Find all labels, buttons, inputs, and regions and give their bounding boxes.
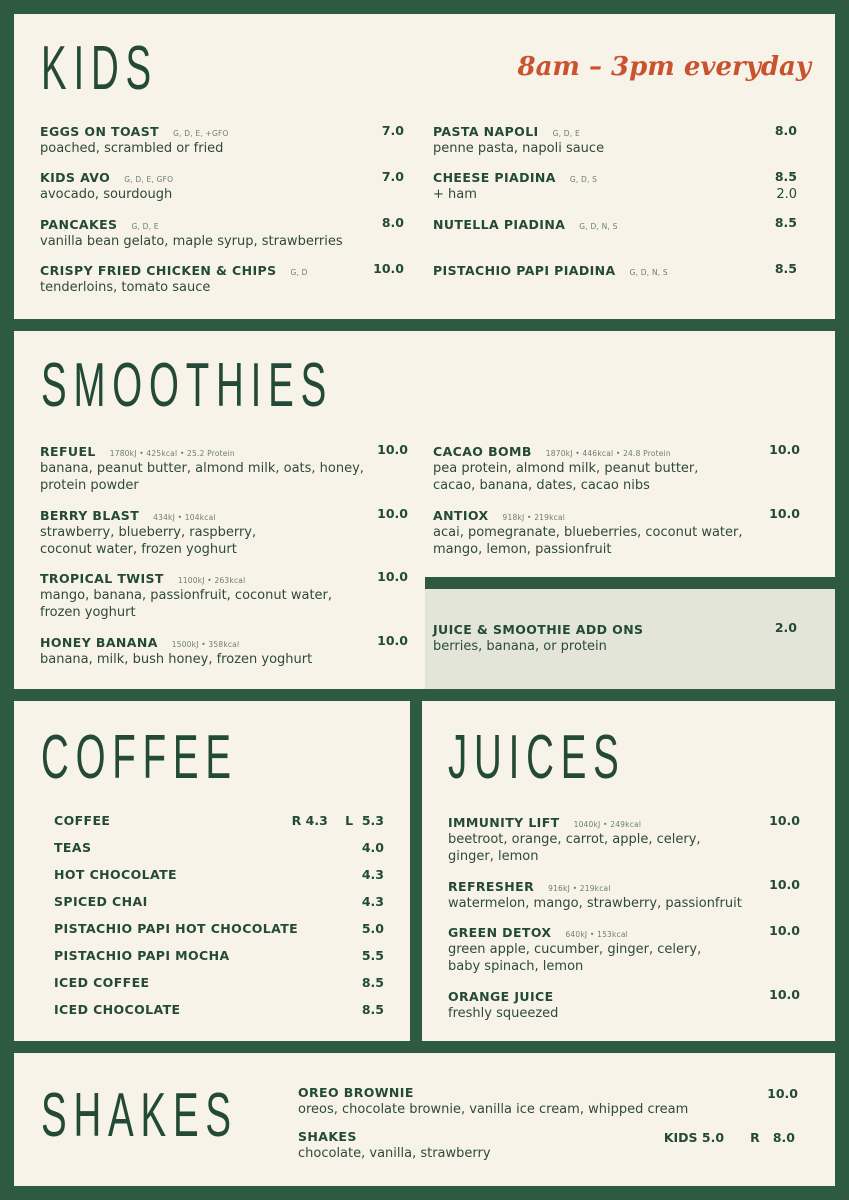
- item-price: R 4.3 L 5.3: [291, 813, 384, 828]
- item-name: CACAO BOMB: [433, 444, 532, 459]
- item-price-main: 8.5: [774, 169, 797, 184]
- menu-item: [40, 170, 385, 203]
- item-tag: 640kJ • 153kcal: [565, 930, 628, 939]
- item-price: 8.5: [361, 975, 384, 990]
- item-desc: mango, banana, passionfruit, coconut water, frozen yoghurt: [40, 588, 333, 620]
- item-name: COFFEE: [54, 813, 111, 828]
- menu-item: [40, 508, 370, 558]
- item-price-extra: 2.0: [776, 187, 797, 202]
- shakes-heading: SHAKES: [41, 1081, 238, 1150]
- menu-item: [433, 622, 733, 655]
- item-tag: 918kJ • 219kcal: [502, 513, 566, 522]
- item-price: 5.0: [361, 921, 384, 936]
- item-price: 10.0: [769, 506, 800, 521]
- juices-heading: JUICES: [448, 723, 626, 792]
- item-desc: acai, pomegranate, blueberries, coconut water, mango, lemon, passionfruit: [433, 525, 743, 557]
- item-name: NUTELLA PIADINA: [433, 217, 566, 232]
- item-price: 7.0: [381, 169, 404, 184]
- item-name: HONEY BANANA: [40, 635, 158, 650]
- item-price: 10.0: [769, 923, 800, 938]
- item-name: CRISPY FRIED CHICKEN & CHIPS: [40, 263, 277, 278]
- item-name: REFUEL: [40, 444, 96, 459]
- hours-text: 8am – 3pm everyday: [517, 52, 811, 82]
- item-tag: G, D, E, GFO: [124, 175, 174, 184]
- item-tag: G, D, E: [552, 129, 580, 138]
- item-price: 10.0: [377, 633, 408, 648]
- item-price: 8.5: [774, 215, 797, 230]
- item-desc: avocado, sourdough: [40, 187, 173, 202]
- menu-item: [40, 571, 370, 621]
- item-tag: G, D, S: [569, 175, 598, 184]
- item-desc: tenderloins, tomato sauce: [40, 280, 211, 295]
- item-price: 4.3: [361, 867, 384, 882]
- item-desc: chocolate, vanilla, strawberry: [298, 1146, 491, 1161]
- item-desc: watermelon, mango, strawberry, passionfruit: [448, 896, 742, 911]
- item-price: 8.5: [774, 261, 797, 276]
- menu-item: [448, 879, 788, 912]
- item-desc: vanilla bean gelato, maple syrup, strawberries: [40, 234, 343, 249]
- item-tag: G, D, E, +GFO: [173, 129, 229, 138]
- item-name: OREO BROWNIE: [298, 1085, 414, 1100]
- item-price: 10.0: [377, 442, 408, 457]
- menu-item: [433, 124, 763, 157]
- menu-item: [40, 217, 385, 250]
- kids-panel: [14, 14, 835, 319]
- coffee-heading: COFFEE: [41, 723, 238, 792]
- item-name: TEAS: [54, 840, 92, 855]
- menu-item: [40, 635, 370, 668]
- menu-item: [433, 444, 763, 494]
- item-desc: banana, milk, bush honey, frozen yoghurt: [40, 652, 313, 667]
- addon-box: [425, 589, 835, 689]
- item-desc: penne pasta, napoli sauce: [433, 141, 605, 156]
- item-price: [775, 168, 797, 204]
- item-price: 10.0: [377, 569, 408, 584]
- item-price: 10.0: [769, 442, 800, 457]
- item-tag: 1870kJ • 446kcal • 24.8 Protein: [545, 449, 671, 458]
- item-tag: G, D: [290, 268, 308, 277]
- menu-item: [433, 170, 763, 203]
- item-tag: 1780kJ • 425kcal • 25.2 Protein: [109, 449, 235, 458]
- item-tag: 1040kJ • 249kcal: [573, 820, 642, 829]
- item-price: 8.0: [774, 123, 797, 138]
- item-desc: banana, peanut butter, almond milk, oats, honey, protein powder: [40, 461, 364, 493]
- kids-heading: KIDS: [41, 34, 159, 103]
- item-price: 7.0: [381, 123, 404, 138]
- item-name: KIDS AVO: [40, 170, 111, 185]
- menu-item: [433, 508, 773, 558]
- shakes-panel: [14, 1053, 835, 1186]
- item-price: 10.0: [769, 987, 800, 1002]
- menu-item: [448, 989, 768, 1022]
- item-name: SHAKES: [298, 1129, 357, 1144]
- item-tag: G, D, E: [131, 222, 159, 231]
- item-name: SPICED CHAI: [54, 894, 148, 909]
- divider: [425, 577, 835, 589]
- item-tag: 434kJ • 104kcal: [153, 513, 216, 522]
- item-tag: G, D, N, S: [579, 222, 618, 231]
- item-tag: 1100kJ • 263kcal: [177, 576, 246, 585]
- item-tag: 916kJ • 219kcal: [548, 884, 611, 893]
- item-price: 8.0: [381, 215, 404, 230]
- item-name: ANTIOX: [433, 508, 489, 523]
- item-desc: beetroot, orange, carrot, apple, celery, ginger, lemon: [448, 832, 701, 864]
- menu-item: [298, 1085, 738, 1118]
- item-name: REFRESHER: [448, 879, 535, 894]
- item-desc: + ham: [433, 187, 477, 202]
- item-name: HOT CHOCOLATE: [54, 867, 177, 882]
- smoothies-heading: SMOOTHIES: [41, 351, 334, 420]
- juices-panel: [422, 701, 835, 1041]
- item-desc: freshly squeezed: [448, 1006, 559, 1021]
- item-price: 10.0: [373, 261, 404, 276]
- menu-item: [40, 124, 385, 157]
- item-tag: G, D, N, S: [629, 268, 668, 277]
- item-desc: berries, banana, or protein: [433, 639, 607, 654]
- menu-item: [40, 263, 385, 296]
- item-name: ORANGE JUICE: [448, 989, 554, 1004]
- item-name: PASTA NAPOLI: [433, 124, 539, 139]
- menu-item: [433, 217, 763, 232]
- item-name: BERRY BLAST: [40, 508, 140, 523]
- item-name: ICED CHOCOLATE: [54, 1002, 181, 1017]
- item-price: 5.5: [361, 948, 384, 963]
- item-name: PISTACHIO PAPI MOCHA: [54, 948, 230, 963]
- item-price: 8.5: [361, 1002, 384, 1017]
- item-name: EGGS ON TOAST: [40, 124, 160, 139]
- item-desc: green apple, cucumber, ginger, celery, baby spinach, lemon: [448, 942, 702, 974]
- item-price: 10.0: [767, 1086, 798, 1101]
- item-name: CHEESE PIADINA: [433, 170, 556, 185]
- item-name: ICED COFFEE: [54, 975, 150, 990]
- item-price: 10.0: [377, 506, 408, 521]
- item-name: PANCAKES: [40, 217, 118, 232]
- item-desc: pea protein, almond milk, peanut butter, cacao, banana, dates, cacao nibs: [433, 461, 699, 493]
- coffee-panel: [14, 701, 410, 1041]
- item-price: 10.0: [769, 877, 800, 892]
- item-desc: oreos, chocolate brownie, vanilla ice cream, whipped cream: [298, 1102, 689, 1117]
- smoothies-panel: [14, 331, 835, 689]
- item-price: 4.0: [361, 840, 384, 855]
- item-name: TROPICAL TWIST: [40, 571, 164, 586]
- item-name: IMMUNITY LIFT: [448, 815, 560, 830]
- menu-item: [40, 444, 370, 494]
- menu-item: [298, 1129, 638, 1162]
- item-name: PISTACHIO PAPI PIADINA: [433, 263, 616, 278]
- item-price: 4.3: [361, 894, 384, 909]
- item-name: JUICE & SMOOTHIE ADD ONS: [433, 622, 644, 637]
- item-desc: strawberry, blueberry, raspberry, coconut water, frozen yoghurt: [40, 525, 257, 557]
- menu-item: [448, 925, 768, 975]
- item-desc: poached, scrambled or fried: [40, 141, 224, 156]
- menu-item: [433, 263, 763, 278]
- item-tag: 1500kJ • 358kcal: [171, 640, 240, 649]
- item-price: 2.0: [774, 620, 797, 635]
- item-price: 10.0: [769, 813, 800, 828]
- item-name: PISTACHIO PAPI HOT CHOCOLATE: [54, 921, 299, 936]
- menu-item: [448, 815, 768, 865]
- item-name: GREEN DETOX: [448, 925, 552, 940]
- item-price: KIDS 5.0 R 8.0: [663, 1130, 795, 1145]
